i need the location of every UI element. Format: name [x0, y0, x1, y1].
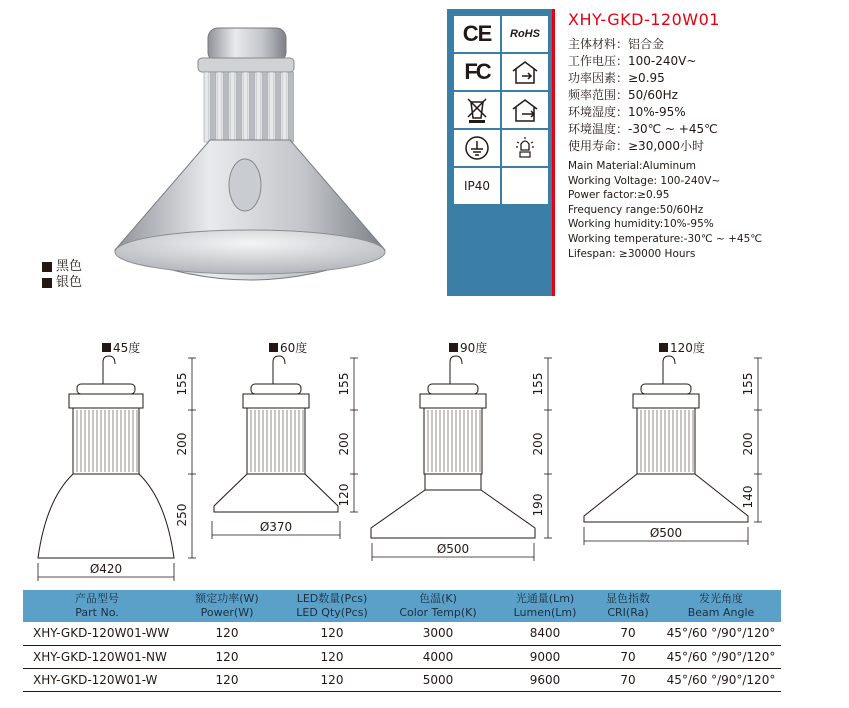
- cell-lumen: 9000: [495, 645, 595, 668]
- col-header-beam-angle: 发光角度 Beam Angle: [661, 590, 781, 622]
- hanger-hook: [273, 356, 285, 384]
- cell-led-qty: 120: [283, 668, 381, 691]
- angle-text: 120度: [670, 341, 705, 355]
- dim-155: 155: [741, 372, 755, 396]
- heatsink: [424, 408, 482, 474]
- cell-color-temp: 4000: [381, 645, 495, 668]
- driver-housing: [420, 394, 486, 408]
- spec-line: 使用寿命：≥30,000小时: [568, 139, 705, 153]
- driver-cap: [641, 384, 691, 394]
- color-label: 银色: [56, 275, 83, 290]
- dim-200: 200: [531, 432, 545, 456]
- rohs-icon: RoHS: [502, 16, 548, 52]
- ce-mark-icon: CE: [454, 16, 500, 52]
- angle-text: 60度: [280, 341, 308, 355]
- spec-line: 主体材料：铝合金: [568, 37, 665, 51]
- spec-line: 环境湿度：10%-95%: [568, 105, 686, 119]
- angle-text: 90度: [460, 341, 488, 355]
- spec-table: [23, 590, 781, 692]
- color-label: 黑色: [56, 259, 83, 274]
- reflector-neck: [425, 474, 481, 490]
- dim-250: 250: [175, 503, 189, 527]
- driver-cap: [428, 384, 478, 394]
- cell-led-qty: 120: [283, 645, 381, 668]
- spec-line: 工作电压：100-240V~: [568, 54, 697, 68]
- col-header-part-no: 产品型号 Part No.: [23, 590, 171, 622]
- dim-140: 140: [741, 485, 755, 509]
- spec-line: 功率因素：≥0.95: [568, 71, 665, 85]
- spec-line: Power factor:≥0.95: [568, 189, 670, 202]
- spec-line: Working Voltage: 100-240V~: [568, 174, 721, 187]
- dim-190: 190: [531, 493, 545, 517]
- cell-part-no: XHY-GKD-120W01-NW: [23, 645, 171, 668]
- spec-line: 环境温度：-30℃ ~ +45℃: [568, 122, 718, 136]
- dim-200: 200: [741, 432, 755, 456]
- cell-power: 120: [171, 645, 283, 668]
- reflector: [214, 474, 338, 512]
- reflector: [371, 490, 535, 538]
- cell-beam-angle: 45°/60 °/90°/120°: [661, 622, 781, 645]
- cell-cri: 70: [595, 645, 661, 668]
- dim-200: 200: [337, 432, 351, 456]
- dim-155: 155: [531, 372, 545, 396]
- fcc-icon: FC: [454, 54, 500, 90]
- driver-housing: [69, 394, 143, 408]
- driver-housing: [243, 394, 309, 408]
- ip-rating-icon: IP40: [454, 168, 500, 204]
- hanger-hook: [450, 356, 462, 384]
- reflector: [38, 474, 174, 558]
- col-header-led-qty: LED数量(Pcs) LED Qty(Pcs): [283, 590, 381, 622]
- cell-power: 120: [171, 622, 283, 645]
- dim-200: 200: [175, 432, 189, 456]
- table-row: [23, 668, 781, 691]
- cell-color-temp: 5000: [381, 668, 495, 691]
- driver-cap: [251, 384, 301, 394]
- cell-power: 120: [171, 668, 283, 691]
- dim-155: 155: [175, 372, 189, 396]
- table-row: [23, 622, 781, 645]
- diameter-label: Ø500: [436, 542, 470, 556]
- cell-cri: 70: [595, 622, 661, 645]
- cell-cri: 70: [595, 668, 661, 691]
- diameter-label: Ø370: [259, 520, 293, 534]
- heatsink: [637, 408, 695, 474]
- hanger-hook: [663, 356, 675, 384]
- diameter-label: Ø500: [649, 526, 683, 540]
- cell-beam-angle: 45°/60 °/90°/120°: [661, 645, 781, 668]
- cell-led-qty: 120: [283, 622, 381, 645]
- col-header-color-temp: 色温(K) Color Temp(K): [381, 590, 495, 622]
- cell-part-no: XHY-GKD-120W01-W: [23, 668, 171, 691]
- reflector: [584, 474, 748, 522]
- dim-155: 155: [337, 372, 351, 396]
- table-row: [23, 645, 781, 668]
- cell-color-temp: 3000: [381, 622, 495, 645]
- spec-line: Working humidity:10%-95%: [568, 218, 714, 231]
- hanger-hook: [103, 356, 115, 384]
- col-header-power: 额定功率(W) Power(W): [171, 590, 283, 622]
- spec-line: 频率范围：50/60Hz: [568, 88, 678, 102]
- spec-line: Lifespan: ≥30000 Hours: [568, 247, 696, 260]
- angle-text: 45度: [113, 341, 141, 355]
- col-header-lumen: 光通量(Lm) Lumen(Lm): [495, 590, 595, 622]
- spec-line: Working temperature:-30℃ ~ +45℃: [568, 232, 763, 245]
- driver-cap: [77, 384, 135, 394]
- heatsink: [247, 408, 305, 474]
- cell-beam-angle: 45°/60 °/90°/120°: [661, 668, 781, 691]
- table-header-row: [23, 590, 781, 622]
- col-header-cri: 显色指数 CRI(Ra): [595, 590, 661, 622]
- spec-line: Main Material:Aluminum: [568, 160, 697, 172]
- product-title: XHY-GKD-120W01: [568, 10, 720, 29]
- cell-lumen: 8400: [495, 622, 595, 645]
- cell-lumen: 9600: [495, 668, 595, 691]
- driver-housing: [633, 394, 699, 408]
- diameter-label: Ø420: [89, 562, 123, 576]
- spec-line: Frequency range:50/60Hz: [568, 203, 704, 216]
- cell-part-no: XHY-GKD-120W01-WW: [23, 622, 171, 645]
- dim-120: 120: [337, 483, 351, 507]
